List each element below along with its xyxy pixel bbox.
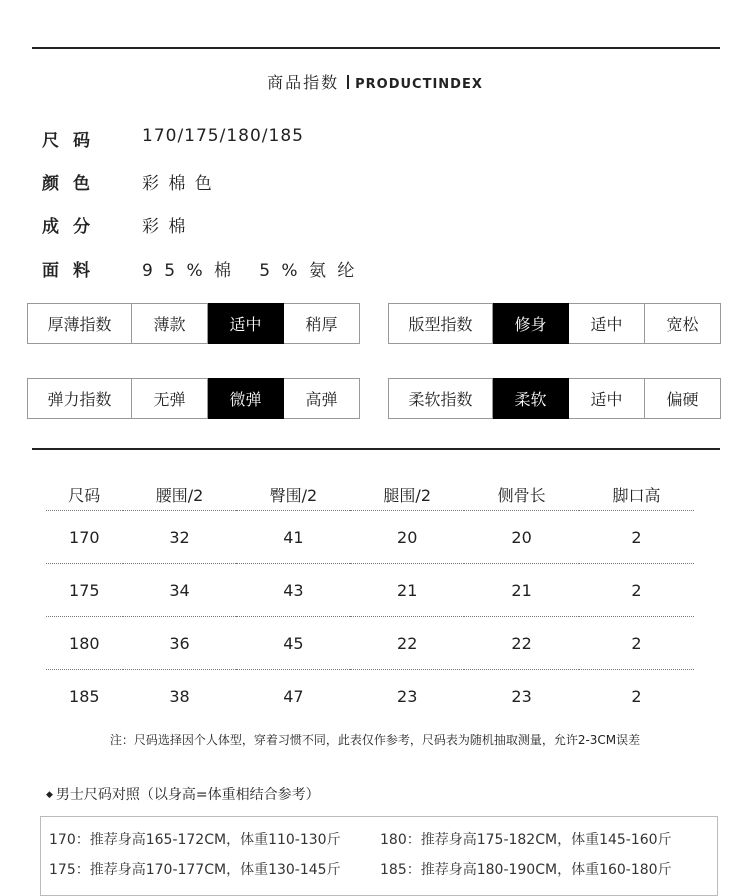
- table-cell: 32: [123, 511, 237, 564]
- middle-rule: [32, 448, 720, 450]
- index-fit: [388, 303, 721, 344]
- table-row: [46, 617, 694, 670]
- index-softness: [388, 378, 721, 419]
- table-cell: 185: [69, 686, 100, 706]
- table-cell: 36: [123, 617, 237, 670]
- index-label: 柔软指数: [388, 378, 493, 419]
- spec-label: 颜色: [42, 174, 104, 194]
- index-option-selected: 微弹: [208, 378, 284, 419]
- reference-title: [46, 784, 320, 804]
- table-cell: 2: [579, 564, 694, 617]
- spec-label: 面料: [42, 261, 104, 281]
- table-cell: 175: [46, 564, 123, 617]
- spec-value: 彩 棉 色: [142, 174, 214, 194]
- table-row: [46, 511, 694, 564]
- index-option: 偏硬: [645, 378, 721, 419]
- spec-label: 尺码: [42, 131, 104, 151]
- table-cell: 22: [464, 617, 579, 670]
- table-cell: 170: [46, 511, 123, 564]
- table-cell: 23: [511, 686, 532, 706]
- index-label: 厚薄指数: [27, 303, 132, 344]
- table-row: [46, 564, 694, 617]
- table-cell: 23: [397, 686, 418, 706]
- table-cell: 20: [350, 511, 464, 564]
- spec-value: 170/175/180/185: [142, 126, 304, 146]
- table-header: 尺码: [46, 478, 123, 511]
- index-option: 薄款: [132, 303, 208, 344]
- table-cell: 41: [236, 511, 350, 564]
- index-option: 适中: [569, 303, 645, 344]
- top-rule: [32, 47, 720, 49]
- table-cell: 22: [350, 617, 464, 670]
- index-option-selected: 修身: [493, 303, 569, 344]
- index-label: 版型指数: [388, 303, 493, 344]
- index-thickness: [27, 303, 360, 344]
- title-cn: 商品指数: [267, 73, 340, 92]
- table-cell: 43: [236, 564, 350, 617]
- table-header: 腰围/2: [123, 478, 237, 511]
- reference-item: 175：推荐身高170-177CM，体重130-145斤: [49, 862, 341, 878]
- spec-value: 彩 棉: [142, 217, 188, 237]
- table-cell: 2: [631, 686, 642, 706]
- reference-box: [40, 816, 718, 896]
- index-option-selected: 柔软: [493, 378, 569, 419]
- spec-label: 成分: [42, 217, 104, 237]
- index-option-selected: 适中: [208, 303, 284, 344]
- table-header: 脚口高: [579, 478, 694, 511]
- table-cell: 34: [123, 564, 237, 617]
- table-header: 侧骨长: [464, 478, 579, 511]
- table-cell: 45: [236, 617, 350, 670]
- reference-item: 170：推荐身高165-172CM，体重110-130斤: [49, 832, 341, 848]
- size-note: 注：尺码选择因个人体型，穿着习惯不同，此表仅作参考，尺码表为随机抽取测量，允许2-3CM误差: [109, 733, 641, 747]
- table-cell: 2: [579, 511, 694, 564]
- index-elasticity: [27, 378, 360, 419]
- diamond-bullet-icon: ◆: [46, 790, 53, 800]
- index-option: 宽松: [645, 303, 721, 344]
- title-en: PRODUCTINDEX: [355, 77, 483, 92]
- index-option: 高弹: [284, 378, 360, 419]
- table-header: 腿围/2: [350, 478, 464, 511]
- table-cell: 2: [579, 617, 694, 670]
- section-title: [0, 70, 750, 93]
- table-cell: 21: [464, 564, 579, 617]
- index-option: 适中: [569, 378, 645, 419]
- reference-title-text: 男士尺码对照（以身高=体重相结合参考）: [55, 787, 320, 803]
- table-cell: 20: [464, 511, 579, 564]
- reference-item: 185：推荐身高180-190CM，体重160-180斤: [380, 862, 672, 878]
- table-header-row: [46, 478, 694, 511]
- table-row: [46, 670, 694, 723]
- index-option: 无弹: [132, 378, 208, 419]
- index-label: 弹力指数: [27, 378, 132, 419]
- table-cell: 47: [283, 686, 304, 706]
- table-cell: 21: [350, 564, 464, 617]
- table-header: 臀围/2: [236, 478, 350, 511]
- spec-value: 9 5 % 棉 5 % 氨 纶: [142, 261, 358, 281]
- title-separator: [347, 75, 349, 89]
- reference-item: 180：推荐身高175-182CM，体重145-160斤: [380, 832, 672, 848]
- size-table: [46, 478, 694, 722]
- table-cell: 180: [46, 617, 123, 670]
- table-cell: 38: [169, 686, 190, 706]
- index-option: 稍厚: [284, 303, 360, 344]
